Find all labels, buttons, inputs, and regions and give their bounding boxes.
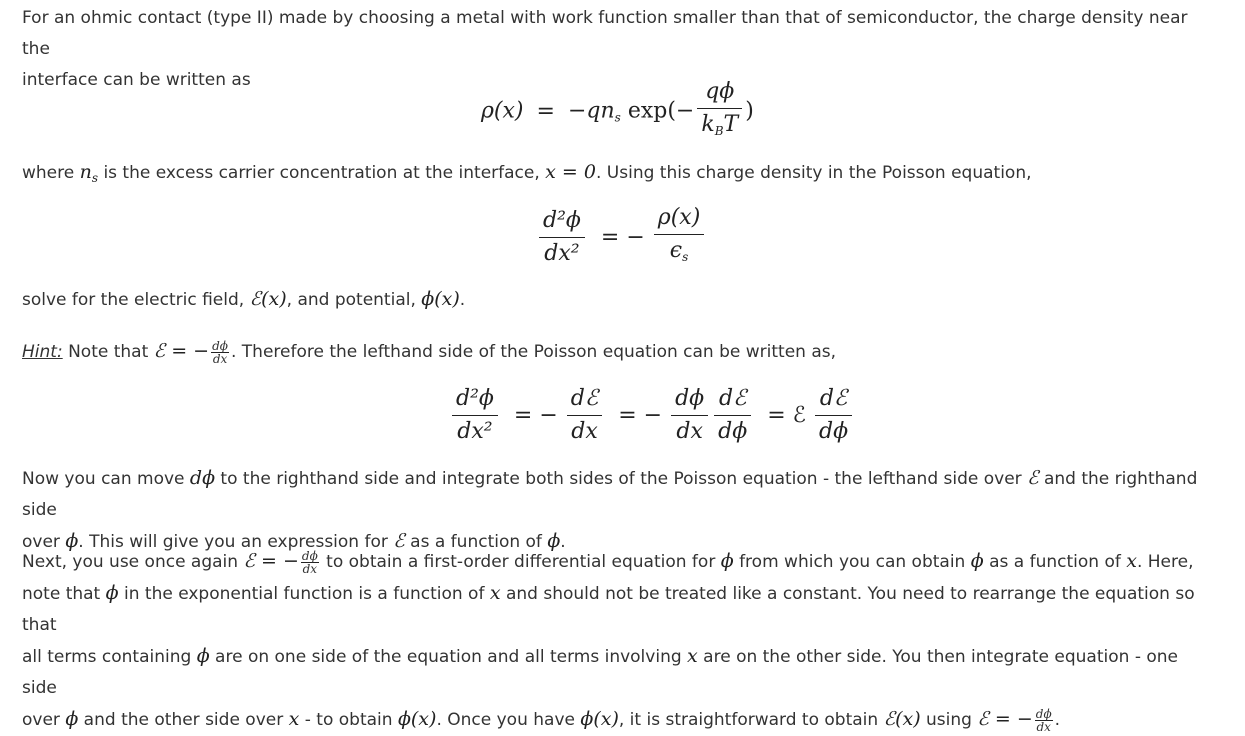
intro-line-1: For an ohmic contact (type II) made by choosing a metal with work function smaller than that of semiconductor, the charge density near the [22,8,1188,59]
eq1-numerator: qϕ [697,79,742,109]
x-equals-zero: x = 0 [545,161,596,183]
eq2-left-fraction: $\frac{\text{d²ϕ}}{\text{dx²}}$ [539,208,585,267]
eq2-right-fraction: $\frac{\rho(x)}{\epsilon_s}$ [654,205,705,270]
next-steps-paragraph: Next, you use once again ℰ = − $\frac{d\phi}{dx}$ to obtain a first-order differential equation for ϕ from which you can obtain ϕ as a function of x. Here, note that ϕ in the exponential function is a function of x and should not be treated like a constant. You need to rearrange the equation so that all terms containing ϕ are on one side of the equation and all terms involving x are on the other side. You then integrate equation - one side over ϕ and the other side over x - to obtain ϕ(x). Once you have ϕ(x), it is straightforward to obtain ℰ(x) using ℰ = − $\frac{d\phi}{dx}$ . [22,548,1195,734]
eq1-fraction [697,79,742,144]
eq1-equals: = [536,98,555,124]
hint-label: Hint: [22,342,63,362]
hint-paragraph: Hint: Note that ℰ = − $\frac{d\phi}{dx}$ . Therefore the lefthand side of the Poisson equation can be written as, [22,338,837,366]
charge-density-equation [481,79,754,144]
hint-fraction: $\frac{d\phi}{dx}$ [212,338,228,366]
eq1-exp: exp(− [627,98,695,124]
eq1-close: ) [745,98,754,124]
ns-symbol: n [79,161,92,183]
integrate-paragraph: Now you can move dϕ to the righthand side and integrate both sides of the Poisson equation - the lefthand side over ℰ and the righthand side over ϕ. This will give you an expression for ℰ as a function of ϕ. [22,467,1198,552]
poisson-equation [536,205,707,270]
eq2-equals: = − [600,224,645,250]
potential-symbol: ϕ(x) [421,288,460,310]
eq1-rhs-sub: s [614,110,621,125]
eq1-denominator: $k_BT$ [701,112,739,138]
where-paragraph: where $n_s$ is the excess carrier concentration at the interface, x = 0. Using this charge density in the Poisson equation, [22,161,1032,185]
solve-paragraph: solve for the electric field, ℰ(x), and potential, ϕ(x). [22,288,466,310]
chain-rule-equation: $\frac{\text{d²ϕ}}{\text{dx²}}$ = − $\frac{\text{dℰ}}{dx}$ = − $\frac{d\phi}{dx}$ $\frac{\text{dℰ}}{d\phi}$ = ℰ $\frac{\text{dℰ}}{d\phi}$ [449,386,855,445]
electric-field-symbol: ℰ(x) [249,288,287,310]
intro-line-2: interface can be written as [22,70,251,90]
eq1-rhs: −qn [567,98,615,124]
eq1-lhs: ρ(x) [481,98,524,124]
